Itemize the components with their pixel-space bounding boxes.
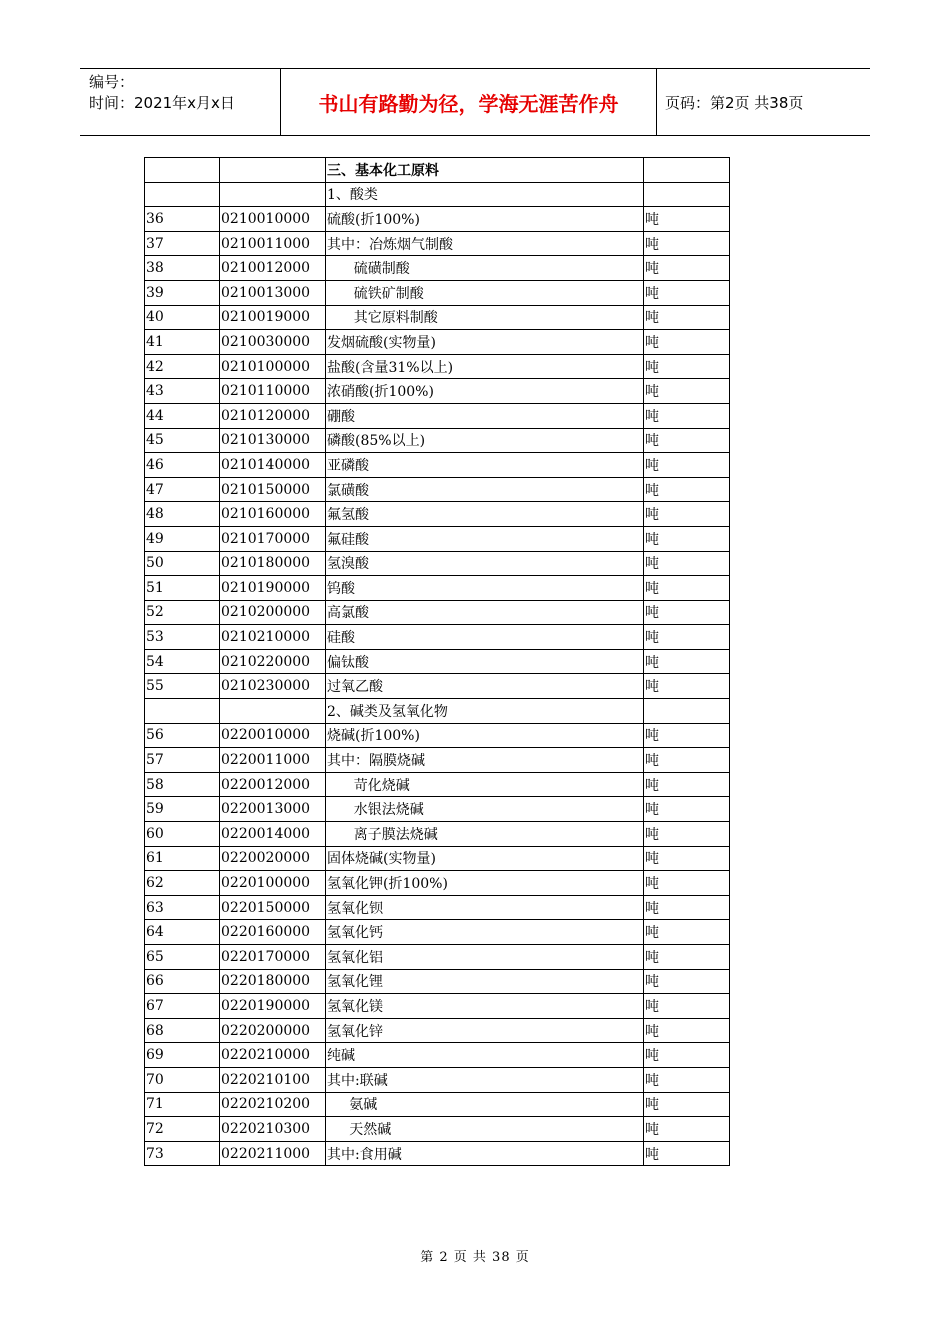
unit-cell: 吨 <box>644 895 730 920</box>
row-number-cell: 54 <box>145 649 220 674</box>
product-code-cell: 0210180000 <box>220 551 326 576</box>
row-number-cell: 36 <box>145 207 220 232</box>
table-row <box>145 920 730 945</box>
unit-cell <box>644 158 730 183</box>
row-number-cell: 52 <box>145 600 220 625</box>
table-row <box>145 256 730 281</box>
table-row <box>145 231 730 256</box>
table-row <box>145 772 730 797</box>
unit-cell: 吨 <box>644 871 730 896</box>
row-number-cell: 51 <box>145 576 220 601</box>
unit-cell: 吨 <box>644 428 730 453</box>
product-name-cell: 硅酸 <box>326 625 644 650</box>
unit-cell: 吨 <box>644 256 730 281</box>
row-number-cell: 64 <box>145 920 220 945</box>
unit-cell: 吨 <box>644 920 730 945</box>
row-number-cell: 57 <box>145 748 220 773</box>
table-row <box>145 428 730 453</box>
row-number-cell: 53 <box>145 625 220 650</box>
unit-cell: 吨 <box>644 723 730 748</box>
product-name-cell: 天然碱 <box>326 1117 644 1142</box>
product-name-cell: 过氧乙酸 <box>326 674 644 699</box>
unit-cell: 吨 <box>644 994 730 1019</box>
row-number-cell: 61 <box>145 846 220 871</box>
product-name-cell: 氟氢酸 <box>326 502 644 527</box>
unit-cell: 吨 <box>644 1092 730 1117</box>
product-code-cell: 0210140000 <box>220 453 326 478</box>
table-row <box>145 526 730 551</box>
product-code-cell: 0210230000 <box>220 674 326 699</box>
table-row <box>145 453 730 478</box>
table-row <box>145 1141 730 1166</box>
product-name-cell: 硼酸 <box>326 403 644 428</box>
product-code-cell: 0220013000 <box>220 797 326 822</box>
unit-cell: 吨 <box>644 822 730 847</box>
unit-cell: 吨 <box>644 305 730 330</box>
header-meta <box>80 69 281 135</box>
product-code-cell: 0210210000 <box>220 625 326 650</box>
header-page-info: 页码：第2页 共38页 <box>665 93 804 112</box>
chemical-products-table <box>144 157 730 1166</box>
table-row <box>145 477 730 502</box>
row-number-cell: 37 <box>145 231 220 256</box>
product-name-cell: 2、碱类及氢氧化物 <box>326 699 644 724</box>
product-code-cell: 0220010000 <box>220 723 326 748</box>
unit-cell: 吨 <box>644 772 730 797</box>
product-code-cell: 0220200000 <box>220 1018 326 1043</box>
product-code-cell: 0220020000 <box>220 846 326 871</box>
unit-cell: 吨 <box>644 846 730 871</box>
product-code-cell <box>220 182 326 207</box>
product-code-cell: 0210160000 <box>220 502 326 527</box>
row-number-cell: 72 <box>145 1117 220 1142</box>
row-number-cell: 60 <box>145 822 220 847</box>
table-row <box>145 969 730 994</box>
unit-cell: 吨 <box>644 403 730 428</box>
product-name-cell: 苛化烧碱 <box>326 772 644 797</box>
row-number-cell: 62 <box>145 871 220 896</box>
table-row <box>145 551 730 576</box>
table-row <box>145 674 730 699</box>
product-name-cell: 其中:食用碱 <box>326 1141 644 1166</box>
product-name-cell: 磷酸(85%以上) <box>326 428 644 453</box>
unit-cell: 吨 <box>644 748 730 773</box>
unit-cell: 吨 <box>644 453 730 478</box>
row-number-cell <box>145 158 220 183</box>
product-code-cell: 0220012000 <box>220 772 326 797</box>
header-motto: 书山有路勤为径，学海无涯苦作舟 <box>281 69 657 135</box>
product-code-cell: 0210010000 <box>220 207 326 232</box>
row-number-cell: 71 <box>145 1092 220 1117</box>
product-code-cell: 0220190000 <box>220 994 326 1019</box>
product-name-cell: 水银法烧碱 <box>326 797 644 822</box>
product-name-cell: 亚磷酸 <box>326 453 644 478</box>
unit-cell: 吨 <box>644 1043 730 1068</box>
unit-cell: 吨 <box>644 1067 730 1092</box>
time-label: 时间：2021年x月x日 <box>89 94 235 112</box>
product-name-cell: 其中：冶炼烟气制酸 <box>326 231 644 256</box>
table-row <box>145 182 730 207</box>
table-row <box>145 748 730 773</box>
unit-cell: 吨 <box>644 969 730 994</box>
product-code-cell: 0220210300 <box>220 1117 326 1142</box>
product-code-cell: 0220014000 <box>220 822 326 847</box>
row-number-cell <box>145 182 220 207</box>
product-name-cell: 氢氧化锂 <box>326 969 644 994</box>
product-code-cell: 0220210200 <box>220 1092 326 1117</box>
table-row <box>145 207 730 232</box>
table-row <box>145 379 730 404</box>
product-code-cell: 0220211000 <box>220 1141 326 1166</box>
unit-cell: 吨 <box>644 649 730 674</box>
unit-cell: 吨 <box>644 477 730 502</box>
table-row <box>145 403 730 428</box>
product-name-cell: 氨碱 <box>326 1092 644 1117</box>
product-name-cell: 高氯酸 <box>326 600 644 625</box>
product-code-cell: 0210170000 <box>220 526 326 551</box>
unit-cell: 吨 <box>644 576 730 601</box>
row-number-cell <box>145 699 220 724</box>
product-code-cell: 0210200000 <box>220 600 326 625</box>
row-number-cell: 46 <box>145 453 220 478</box>
product-name-cell: 固体烧碱(实物量) <box>326 846 644 871</box>
table-row <box>145 723 730 748</box>
table-row <box>145 1117 730 1142</box>
row-number-cell: 47 <box>145 477 220 502</box>
row-number-cell: 45 <box>145 428 220 453</box>
table-row <box>145 502 730 527</box>
product-name-cell: 其中:联碱 <box>326 1067 644 1092</box>
unit-cell: 吨 <box>644 551 730 576</box>
product-code-cell: 0210220000 <box>220 649 326 674</box>
product-name-cell: 硫酸(折100%) <box>326 207 644 232</box>
product-name-cell: 硫铁矿制酸 <box>326 280 644 305</box>
table-row <box>145 945 730 970</box>
unit-cell: 吨 <box>644 1141 730 1166</box>
product-code-cell: 0220210100 <box>220 1067 326 1092</box>
product-name-cell: 盐酸(含量31%以上) <box>326 354 644 379</box>
unit-cell: 吨 <box>644 674 730 699</box>
row-number-cell: 67 <box>145 994 220 1019</box>
row-number-cell: 65 <box>145 945 220 970</box>
table-row <box>145 822 730 847</box>
unit-cell: 吨 <box>644 1117 730 1142</box>
table-row <box>145 797 730 822</box>
table-row <box>145 576 730 601</box>
product-code-cell <box>220 699 326 724</box>
id-label: 编号： <box>89 73 135 91</box>
product-code-cell: 0210030000 <box>220 330 326 355</box>
product-code-cell: 0220011000 <box>220 748 326 773</box>
unit-cell: 吨 <box>644 280 730 305</box>
row-number-cell: 55 <box>145 674 220 699</box>
table-row <box>145 846 730 871</box>
row-number-cell: 38 <box>145 256 220 281</box>
table-row <box>145 354 730 379</box>
product-code-cell: 0220150000 <box>220 895 326 920</box>
product-code-cell: 0220160000 <box>220 920 326 945</box>
table-row <box>145 1067 730 1092</box>
product-code-cell: 0220170000 <box>220 945 326 970</box>
product-name-cell: 其中：隔膜烧碱 <box>326 748 644 773</box>
row-number-cell: 69 <box>145 1043 220 1068</box>
product-code-cell: 0210110000 <box>220 379 326 404</box>
product-name-cell: 浓硝酸(折100%) <box>326 379 644 404</box>
row-number-cell: 40 <box>145 305 220 330</box>
product-name-cell: 氢氧化钙 <box>326 920 644 945</box>
product-code-cell: 0220210000 <box>220 1043 326 1068</box>
product-code-cell: 0220180000 <box>220 969 326 994</box>
product-name-cell: 氢氧化锌 <box>326 1018 644 1043</box>
table-row <box>145 305 730 330</box>
product-code-cell: 0210120000 <box>220 403 326 428</box>
product-name-cell: 烧碱(折100%) <box>326 723 644 748</box>
row-number-cell: 50 <box>145 551 220 576</box>
product-code-cell: 0210019000 <box>220 305 326 330</box>
product-code-cell: 0210150000 <box>220 477 326 502</box>
unit-cell: 吨 <box>644 330 730 355</box>
product-code-cell: 0210130000 <box>220 428 326 453</box>
table-row <box>145 625 730 650</box>
product-code-cell: 0210011000 <box>220 231 326 256</box>
row-number-cell: 56 <box>145 723 220 748</box>
row-number-cell: 43 <box>145 379 220 404</box>
product-name-cell: 三、基本化工原料 <box>326 158 644 183</box>
product-name-cell: 氢氧化镁 <box>326 994 644 1019</box>
row-number-cell: 70 <box>145 1067 220 1092</box>
row-number-cell: 41 <box>145 330 220 355</box>
product-name-cell: 钨酸 <box>326 576 644 601</box>
product-name-cell: 1、酸类 <box>326 182 644 207</box>
row-number-cell: 68 <box>145 1018 220 1043</box>
row-number-cell: 58 <box>145 772 220 797</box>
unit-cell: 吨 <box>644 600 730 625</box>
table-row <box>145 649 730 674</box>
unit-cell: 吨 <box>644 207 730 232</box>
product-code-cell: 0210190000 <box>220 576 326 601</box>
unit-cell: 吨 <box>644 945 730 970</box>
unit-cell: 吨 <box>644 625 730 650</box>
product-code-cell: 0210100000 <box>220 354 326 379</box>
unit-cell <box>644 182 730 207</box>
unit-cell: 吨 <box>644 231 730 256</box>
table-row <box>145 600 730 625</box>
product-name-cell: 氯磺酸 <box>326 477 644 502</box>
unit-cell: 吨 <box>644 797 730 822</box>
unit-cell: 吨 <box>644 354 730 379</box>
unit-cell: 吨 <box>644 379 730 404</box>
row-number-cell: 39 <box>145 280 220 305</box>
product-code-cell <box>220 158 326 183</box>
product-name-cell: 氢氧化钡 <box>326 895 644 920</box>
product-code-cell: 0210013000 <box>220 280 326 305</box>
row-number-cell: 63 <box>145 895 220 920</box>
row-number-cell: 44 <box>145 403 220 428</box>
product-code-cell: 0210012000 <box>220 256 326 281</box>
table-row <box>145 871 730 896</box>
unit-cell: 吨 <box>644 1018 730 1043</box>
product-code-cell: 0220100000 <box>220 871 326 896</box>
row-number-cell: 48 <box>145 502 220 527</box>
product-name-cell: 氢氧化铝 <box>326 945 644 970</box>
table-row <box>145 699 730 724</box>
table-row <box>145 280 730 305</box>
row-number-cell: 66 <box>145 969 220 994</box>
table-row <box>145 1043 730 1068</box>
product-name-cell: 发烟硫酸(实物量) <box>326 330 644 355</box>
unit-cell: 吨 <box>644 526 730 551</box>
row-number-cell: 73 <box>145 1141 220 1166</box>
product-name-cell: 其它原料制酸 <box>326 305 644 330</box>
row-number-cell: 42 <box>145 354 220 379</box>
table-row <box>145 895 730 920</box>
product-name-cell: 氢氧化钾(折100%) <box>326 871 644 896</box>
unit-cell: 吨 <box>644 502 730 527</box>
table-row <box>145 330 730 355</box>
product-name-cell: 偏钛酸 <box>326 649 644 674</box>
product-name-cell: 纯碱 <box>326 1043 644 1068</box>
product-name-cell: 硫磺制酸 <box>326 256 644 281</box>
page-header <box>80 68 870 136</box>
table-row <box>145 994 730 1019</box>
table-row <box>145 1018 730 1043</box>
table-row <box>145 1092 730 1117</box>
page-footer: 第 2 页 共 38 页 <box>420 1250 530 1265</box>
unit-cell <box>644 699 730 724</box>
product-name-cell: 氟硅酸 <box>326 526 644 551</box>
product-name-cell: 氢溴酸 <box>326 551 644 576</box>
product-name-cell: 离子膜法烧碱 <box>326 822 644 847</box>
row-number-cell: 59 <box>145 797 220 822</box>
table-row <box>145 158 730 183</box>
row-number-cell: 49 <box>145 526 220 551</box>
